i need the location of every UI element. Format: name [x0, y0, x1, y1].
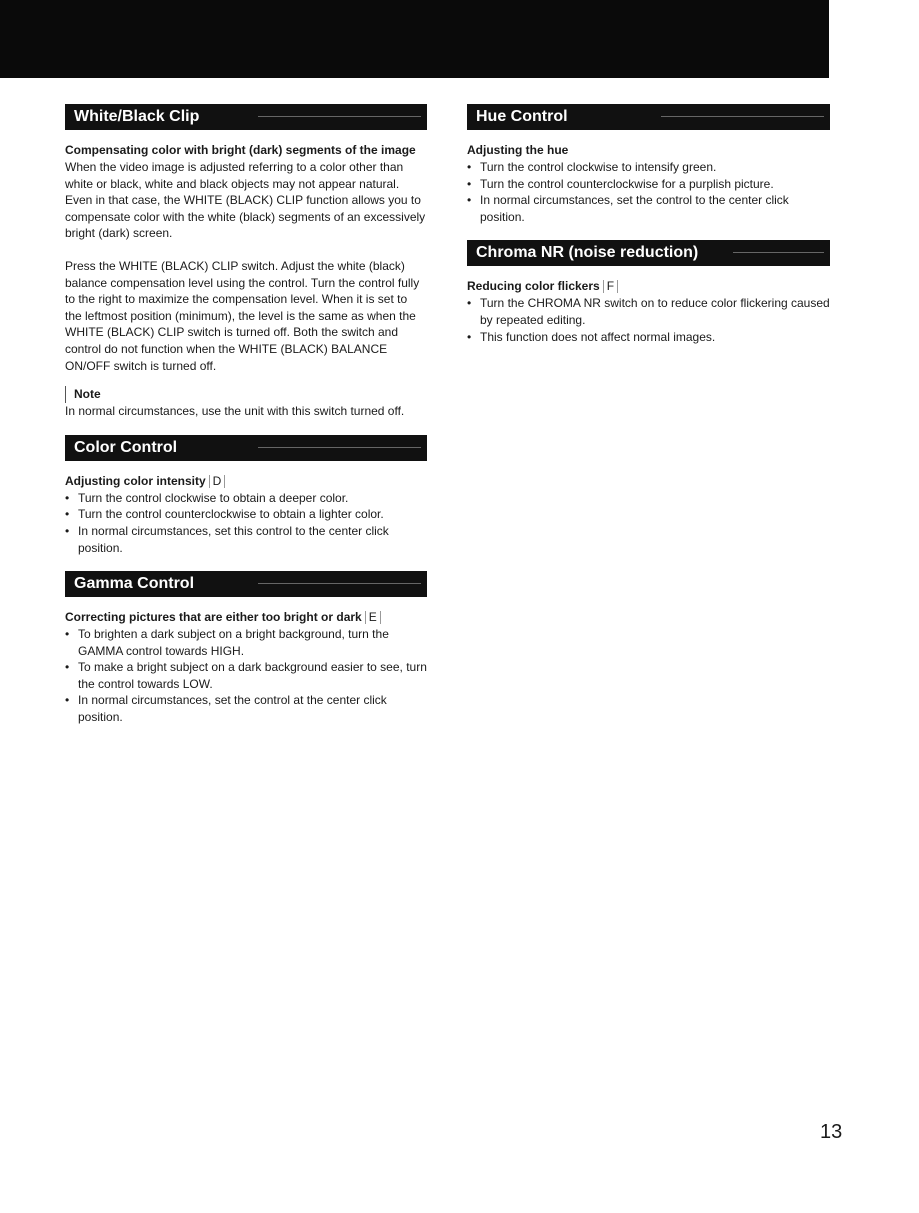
- subheading: Compensating color with bright (dark) segments of the image: [65, 143, 416, 157]
- list-item: • Turn the control counterclockwise for a purplish picture.: [467, 176, 830, 193]
- list-item: • In normal circumstances, set this control to the center click position.: [65, 523, 427, 556]
- list-item: • Turn the CHROMA NR switch on to reduce color flickering caused by repeated editing.: [467, 295, 830, 328]
- title-rule: [258, 116, 421, 117]
- subheading: [467, 278, 830, 295]
- list-item: • In normal circumstances, set the control to the center click position.: [467, 192, 830, 225]
- subheading: [65, 609, 427, 626]
- paragraph: Press the WHITE (BLACK) CLIP switch. Adjust the white (black) balance compensation level using the control. Turn the control fully to the right to maximize the compensation level. When it is set to the leftmost position (minimum), the level is the same as when the WHITE (BLACK) CLIP switch is turned off. Both the switch and control do not function when the WHITE (BLACK) BALANCE ON/OFF switch is turned off.: [65, 258, 420, 373]
- bullet-list: [65, 626, 427, 726]
- section-title: Chroma NR (noise reduction): [476, 244, 699, 262]
- figure-ref: E: [365, 611, 381, 624]
- subheading-text: Reducing color flickers: [467, 279, 600, 294]
- note-text: In normal circumstances, use the unit with this switch turned off.: [65, 404, 405, 419]
- section-title: Color Control: [74, 438, 178, 456]
- spacer: [65, 242, 427, 258]
- list-item: • To brighten a dark subject on a bright background, turn the GAMMA control towards HIGH.: [65, 626, 427, 659]
- header-band: [0, 0, 829, 78]
- section-hue-control: [467, 104, 830, 225]
- bullet-list: [467, 159, 830, 225]
- left-column: [65, 104, 427, 741]
- section-color-control: [65, 435, 427, 556]
- list-item: • Turn the control clockwise to obtain a deeper color.: [65, 490, 427, 507]
- section-title: White/Black Clip: [74, 108, 200, 125]
- title-rule: [258, 447, 421, 448]
- list-item: • Turn the control clockwise to intensify green.: [467, 159, 830, 176]
- subheading: Adjusting the hue: [467, 143, 569, 157]
- section-title-bar: [467, 240, 830, 266]
- section-white-black-clip: [65, 104, 427, 420]
- list-item: • To make a bright subject on a dark background easier to see, turn the control towards LOW.: [65, 659, 427, 692]
- title-rule: [733, 252, 824, 253]
- section-title: Hue Control: [476, 108, 568, 125]
- section-chroma-nr: [467, 240, 830, 345]
- page-number: 13: [820, 1121, 843, 1143]
- figure-ref: F: [603, 280, 618, 293]
- section-title-bar: [65, 104, 427, 130]
- list-item: • Turn the control counterclockwise to obtain a lighter color.: [65, 506, 427, 523]
- figure-ref: D: [209, 475, 226, 488]
- section-gamma-control: [65, 571, 427, 726]
- bullet-list: [65, 490, 427, 556]
- list-item: • This function does not affect normal images.: [467, 329, 830, 346]
- section-title-bar: [467, 104, 830, 130]
- section-title-bar: [65, 571, 427, 597]
- title-rule: [661, 116, 824, 117]
- section-title-bar: [65, 435, 427, 461]
- paragraph: When the video image is adjusted referring to a color other than white or black, white and black objects may not appear natural. Even in that case, the WHITE (BLACK) CLIP function allows you to compensate color with the white (black) segments of an excessively bright (dark) screen.: [65, 160, 426, 241]
- subheading-text: Adjusting color intensity: [65, 473, 206, 488]
- subheading: [65, 473, 427, 490]
- list-item: • In normal circumstances, set the control at the center click position.: [65, 692, 427, 725]
- bullet-list: [467, 295, 830, 345]
- note-heading: Note: [65, 386, 427, 403]
- subheading-text: Correcting pictures that are either too bright or dark: [65, 610, 362, 625]
- title-rule: [258, 583, 421, 584]
- right-column: [467, 104, 830, 360]
- section-title: Gamma Control: [74, 575, 195, 593]
